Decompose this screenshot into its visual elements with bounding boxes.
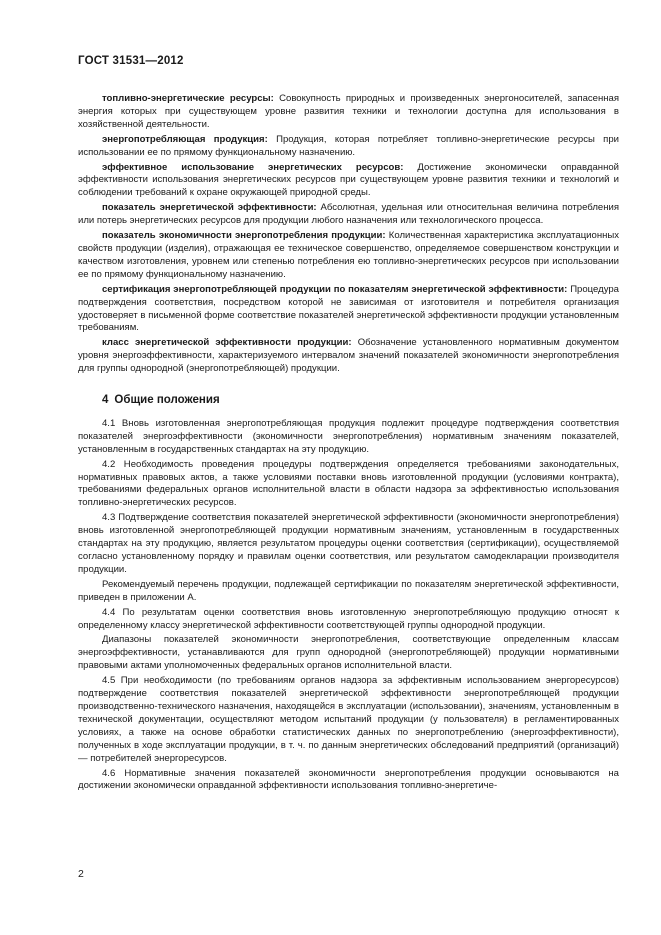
definition: [78, 134, 619, 160]
section-heading: [78, 394, 619, 407]
definition-text: Процедура подтверждения соответствия, посредством которой не зависимая от изготовителя и потребителя организация удостоверяет в письменной форме соответствие показателей энергетической эффективности продукции установленным требованиям.: [78, 283, 619, 334]
definition-term: топливно-энергетические ресурсы:: [102, 93, 274, 104]
page-header: ГОСТ 31531—2012: [78, 55, 184, 67]
page-number: 2: [78, 868, 84, 880]
paragraph: 4.6 Нормативные значения показателей экономичности энергопотребления продукции основываются на достижении экономически оправданной эффективности использования топливно-энергетиче-: [78, 767, 619, 792]
paragraph: 4.5 При необходимости (по требованиям органов надзора за эффективным использованием энергоресурсов) подтверждение соответствия показателей энергетической эффективности энергопотребляющей продукции производственно-технического назначения, находящейся в эксплуатации (использовании), значениям, установленным в технической документации, осуществляют методом испытаний продукции (у пользователя) в регламентированных условиях, а также на основе обработки статистических данных по энергопотреблению (энергоэффективности), полученных в ходе эксплуатации продукции, в т. ч. по данным энергетических обследований предприятий (организаций) — потребителей энергоресурсов.: [78, 675, 619, 764]
definition: [78, 337, 619, 376]
definition: [78, 93, 619, 132]
definition-text: Достижение экономически оправданной эффективности использования энергетических ресурсов при существующем уровне развития техники и технологий и соблюдении требований к охране окружающей природной среды.: [78, 161, 619, 199]
paragraph: 4.4 По результатам оценки соответствия вновь изготовленную энергопотребляющую продукцию относят к определенному классу энергетической эффективности соответствующей группы однородной продукции.: [78, 606, 619, 631]
definition: [78, 202, 619, 228]
paragraph: 4.3 Подтверждение соответствия показателей энергетической эффективности (экономичности энергопотребления) вновь изготовленной энергопотребляющей продукции нормативным значениям, установленным в государственных стандартах на эту продукцию, является результатом процедуры оценки соответствия (сертификации), осуществляемой согласно установленному порядку и правилам оценки соответствия, или результатом самодекларации производителя продукции.: [78, 512, 619, 575]
section-title: Общие положения: [114, 394, 220, 407]
definition-text: Обозначение установленного нормативным документом уровня энергоэффективности, характеризуемого интервалом значений показателей экономичности энергопотребления для группы однородной (энергопотребляющей) продукции.: [78, 337, 619, 375]
definition-term: показатель экономичности энергопотребления продукции:: [102, 230, 386, 242]
definition-term: показатель энергетической эффективности:: [102, 202, 317, 214]
definition-text: Абсолютная, удельная или относительная величина потребления или потерь энергетических ресурсов для продукции любого назначения или технологического процесса.: [78, 202, 619, 227]
definition: [78, 284, 619, 336]
definition-term: энергопотребляющая продукция:: [102, 133, 268, 145]
definition-term: эффективное использование энергетических ресурсов:: [102, 161, 404, 173]
paragraph: 4.2 Необходимость проведения процедуры подтверждения определяется требованиями законодательных, нормативных правовых актов, а также условиями поставки вновь изготовленной продукции (условиями контракта), требованиями федеральных органов исполнительной власти в области надзора за эффективностью использования топливно-энергетических ресурсов.: [78, 458, 619, 509]
definition-term: сертификация энергопотребляющей продукции по показателям энергетической эффективности:: [102, 283, 568, 295]
paragraph: Диапазоны показателей экономичности энергопотребления, соответствующие определенным классам энергоэффективности, устанавливаются для групп однородной (энергопотребляющей) продукции нормативными правовыми актами уполномоченных федеральных органов исполнительной власти.: [78, 634, 619, 672]
definition: [78, 162, 619, 201]
definition-text: Совокупность природных и произведенных энергоносителей, запасенная энергия которых при существующем уровне развития техники и технологии доступна для использования в хозяйственной деятельности.: [78, 93, 619, 130]
definition-term: класс энергетической эффективности продукции:: [102, 337, 352, 349]
paragraph: 4.1 Вновь изготовленная энергопотребляющая продукция подлежит процедуре подтверждения соответствия показателей энергоэффективности (экономичности энергопотребления) нормативным значениям показателей, установленным в государственных стандартах на эту продукцию.: [78, 417, 619, 455]
paragraph: Рекомендуемый перечень продукции, подлежащей сертификации по показателям энергетической эффективности, приведен в приложении А.: [78, 578, 619, 603]
definition-text: Количественная характеристика эксплуатационных свойств продукции (изделия), отражающая ее техническое совершенство, определяемое совершенством конструкции и качеством изготовления, уровнем или степенью потребления ею топливно-энергетических ресурсов при использовании ее по прямому функциональному назначению.: [78, 230, 620, 280]
document-body: [78, 93, 619, 795]
section-number: 4: [102, 394, 109, 407]
definition-text: Продукция, которая потребляет топливно-энергетические ресурсы при использовании ее по прямому функциональному назначению.: [78, 133, 619, 158]
definition: [78, 230, 619, 282]
